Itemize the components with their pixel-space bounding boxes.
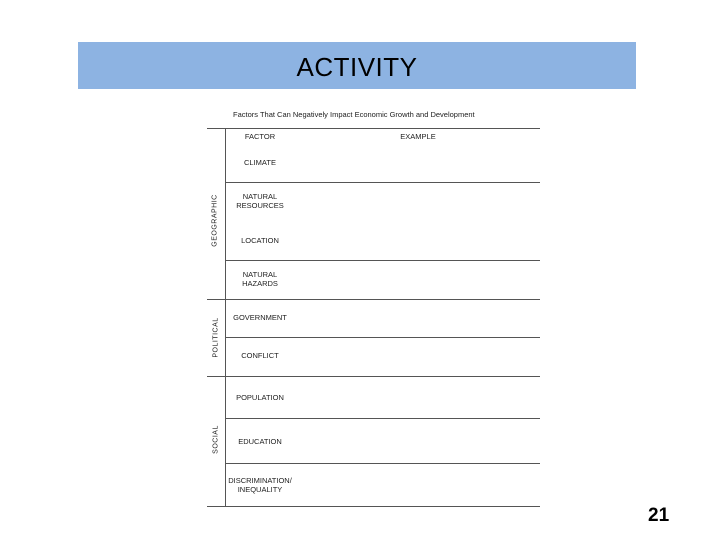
page-number: 21: [648, 505, 670, 526]
factor-line: NATURAL: [242, 192, 278, 201]
group-separator: [207, 376, 540, 377]
factor-conflict: CONFLICT: [241, 351, 279, 360]
table-top-border: [207, 128, 540, 129]
factor-climate: CLIMATE: [244, 158, 276, 167]
factor-population: POPULATION: [236, 393, 284, 402]
row-divider: [225, 182, 540, 183]
header-example: EXAMPLE: [400, 132, 436, 141]
factor-location: LOCATION: [241, 236, 279, 245]
factor-line: DISCRIMINATION/: [228, 476, 292, 485]
factor-natural-hazards: [225, 270, 295, 288]
slide-title: ACTIVITY: [296, 51, 418, 82]
group-label-political: POLITICAL: [212, 317, 220, 358]
row-divider: [225, 337, 540, 338]
factor-government: GOVERNMENT: [233, 313, 287, 322]
group-label-geographic: GEOGRAPHIC: [211, 194, 219, 247]
row-divider: [225, 463, 540, 464]
title-banner: [78, 42, 636, 89]
table-bottom-border: [207, 506, 540, 507]
row-divider: [225, 260, 540, 261]
factor-discrimination-inequality: [225, 476, 295, 494]
factor-line: RESOURCES: [236, 201, 284, 210]
factor-natural-resources: [225, 192, 295, 210]
factor-line: INEQUALITY: [237, 485, 283, 494]
factor-line: NATURAL: [242, 270, 278, 279]
factor-line: HAZARDS: [242, 279, 278, 288]
worksheet-title: Factors That Can Negatively Impact Economic Growth and Development: [233, 110, 475, 119]
group-separator: [207, 299, 540, 300]
row-divider: [225, 418, 540, 419]
header-factor: FACTOR: [244, 132, 276, 141]
factor-education: EDUCATION: [238, 437, 282, 446]
group-label-social: SOCIAL: [212, 425, 220, 454]
